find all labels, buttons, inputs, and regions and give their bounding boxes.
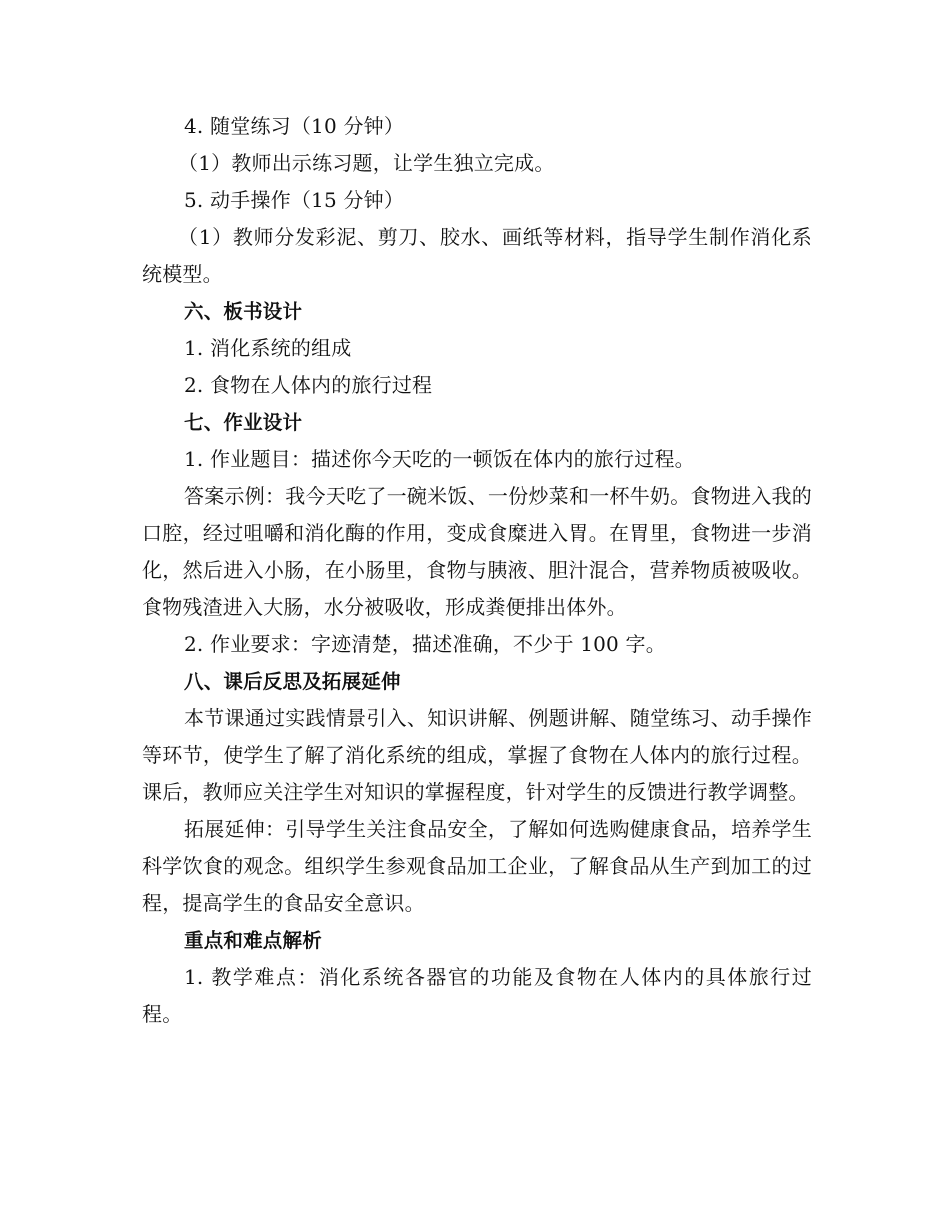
board-item-2: 2. 食物在人体内的旅行过程 <box>184 373 433 397</box>
reflection-paragraph: 本节课通过实践情景引入、知识讲解、例题讲解、随堂练习、动手操作等环节，使学生了解了消化系统的组成，掌握了食物在人体内的旅行过程。课后，教师应关注学生对知识的掌握程度，针对学生的反馈进行教学调整。 <box>142 706 812 804</box>
homework-topic: 1. 作业题目：描述你今天吃的一顿饭在体内的旅行过程。 <box>184 447 695 471</box>
section-7-heading: 七、作业设计 <box>184 411 303 434</box>
extension-paragraph: 拓展延伸：引导学生关注食品安全，了解如何选购健康食品，培养学生科学饮食的观念。组织学生参观食品加工企业，了解食品从生产到加工的过程，提高学生的食品安全意识。 <box>142 817 812 915</box>
section-8-heading: 八、课后反思及拓展延伸 <box>184 670 401 693</box>
practice-item-1: （1）教师出示练习题，让学生独立完成。 <box>178 151 555 175</box>
key-points-heading: 重点和难点解析 <box>184 929 322 952</box>
teaching-difficulty: 1. 教学难点：消化系统各器官的功能及食物在人体内的具体旅行过程。 <box>142 965 812 1026</box>
handson-heading: 5. 动手操作（15 分钟） <box>184 188 405 212</box>
section-6-heading: 六、板书设计 <box>184 300 303 323</box>
board-item-1: 1. 消化系统的组成 <box>184 336 352 360</box>
document-body <box>142 108 812 1033</box>
handson-item-1: （1）教师分发彩泥、剪刀、胶水、画纸等材料，指导学生制作消化系统模型。 <box>142 225 812 286</box>
homework-requirement: 2. 作业要求：字迹清楚，描述准确，不少于 100 字。 <box>184 632 666 656</box>
practice-heading: 4. 随堂练习（10 分钟） <box>184 114 405 138</box>
homework-example: 答案示例：我今天吃了一碗米饭、一份炒菜和一杯牛奶。食物进入我的口腔，经过咀嚼和消化酶的作用，变成食糜进入胃。在胃里，食物进一步消化，然后进入小肠，在小肠里，食物与胰液、胆汁混合，营养物质被吸收。食物残渣进入大肠，水分被吸收，形成粪便排出体外。 <box>142 484 812 619</box>
